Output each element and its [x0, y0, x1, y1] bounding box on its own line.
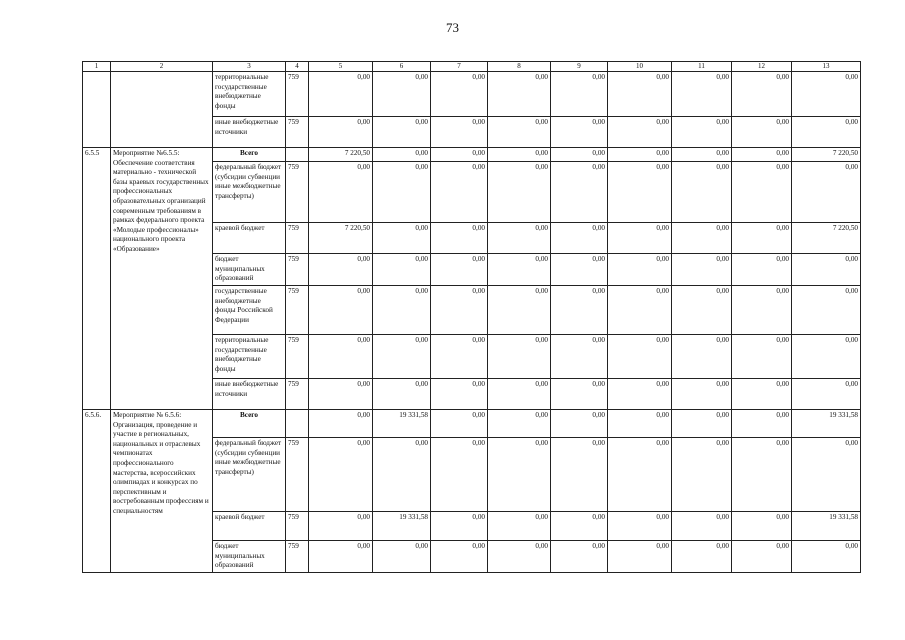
- amount-cell: 0,00: [608, 254, 672, 286]
- budget-code: 759: [286, 379, 309, 410]
- event-code: 6.5.5: [83, 148, 111, 410]
- amount-cell: 0,00: [309, 410, 373, 438]
- amount-cell: 0,00: [608, 117, 672, 148]
- amount-cell: 0,00: [732, 286, 792, 335]
- amount-cell: 0,00: [608, 148, 672, 162]
- amount-cell: 0,00: [608, 410, 672, 438]
- amount-cell: 0,00: [792, 335, 861, 379]
- event-cell: [111, 72, 213, 148]
- amount-cell: 0,00: [672, 254, 732, 286]
- amount-cell: 0,00: [551, 286, 608, 335]
- budget-code: 759: [286, 254, 309, 286]
- amount-cell: 0,00: [672, 541, 732, 573]
- amount-cell: 0,00: [431, 162, 488, 223]
- amount-cell: 0,00: [732, 148, 792, 162]
- amount-cell: 0,00: [488, 335, 551, 379]
- header-cell: 11: [672, 62, 732, 72]
- table-row: [83, 72, 861, 117]
- amount-cell: 0,00: [732, 162, 792, 223]
- budget-code: [286, 148, 309, 162]
- header-cell: 6: [373, 62, 431, 72]
- funding-source: бюджет муниципальных образований: [213, 541, 286, 573]
- amount-cell: 0,00: [732, 541, 792, 573]
- amount-cell: 0,00: [792, 286, 861, 335]
- amount-cell: 0,00: [488, 541, 551, 573]
- amount-cell: 0,00: [792, 72, 861, 117]
- amount-cell: 0,00: [488, 254, 551, 286]
- amount-cell: 19 331,58: [792, 512, 861, 541]
- header-cell: 1: [83, 62, 111, 72]
- amount-cell: 0,00: [732, 72, 792, 117]
- amount-cell: 19 331,58: [373, 410, 431, 438]
- amount-cell: 0,00: [732, 223, 792, 254]
- amount-cell: 0,00: [672, 335, 732, 379]
- amount-cell: 0,00: [732, 254, 792, 286]
- amount-cell: 0,00: [309, 541, 373, 573]
- amount-cell: 0,00: [672, 286, 732, 335]
- funding-source: Всего: [213, 148, 286, 162]
- header-cell: 10: [608, 62, 672, 72]
- amount-cell: 0,00: [732, 410, 792, 438]
- amount-cell: 0,00: [488, 223, 551, 254]
- header-cell: 5: [309, 62, 373, 72]
- amount-cell: 0,00: [431, 148, 488, 162]
- amount-cell: 0,00: [488, 117, 551, 148]
- amount-cell: 0,00: [551, 162, 608, 223]
- amount-cell: 0,00: [309, 335, 373, 379]
- header-cell: 9: [551, 62, 608, 72]
- amount-cell: 0,00: [373, 438, 431, 512]
- header-cell: 3: [213, 62, 286, 72]
- amount-cell: 7 220,50: [792, 148, 861, 162]
- event-code: 6.5.6.: [83, 410, 111, 573]
- amount-cell: 0,00: [672, 162, 732, 223]
- amount-cell: 7 220,50: [309, 148, 373, 162]
- amount-cell: 0,00: [488, 72, 551, 117]
- amount-cell: 0,00: [551, 223, 608, 254]
- amount-cell: 0,00: [551, 438, 608, 512]
- header-cell: 2: [111, 62, 213, 72]
- amount-cell: 0,00: [608, 541, 672, 573]
- amount-cell: 0,00: [431, 223, 488, 254]
- budget-code: 759: [286, 117, 309, 148]
- budget-code: 759: [286, 541, 309, 573]
- amount-cell: 0,00: [309, 379, 373, 410]
- amount-cell: 19 331,58: [373, 512, 431, 541]
- amount-cell: 0,00: [309, 512, 373, 541]
- table-row: [83, 148, 861, 162]
- funding-source: краевой бюджет: [213, 512, 286, 541]
- amount-cell: 0,00: [431, 379, 488, 410]
- amount-cell: 0,00: [792, 117, 861, 148]
- amount-cell: 0,00: [551, 410, 608, 438]
- header-cell: 4: [286, 62, 309, 72]
- amount-cell: 0,00: [792, 379, 861, 410]
- funding-source: Всего: [213, 410, 286, 438]
- amount-cell: 0,00: [672, 438, 732, 512]
- budget-table: [82, 61, 861, 573]
- amount-cell: 0,00: [608, 379, 672, 410]
- amount-cell: 0,00: [551, 254, 608, 286]
- amount-cell: 0,00: [309, 72, 373, 117]
- amount-cell: 0,00: [608, 223, 672, 254]
- funding-source: иные внебюджетные источники: [213, 117, 286, 148]
- funding-source: бюджет муниципальных образований: [213, 254, 286, 286]
- amount-cell: 19 331,58: [792, 410, 861, 438]
- budget-code: 759: [286, 512, 309, 541]
- amount-cell: 0,00: [431, 438, 488, 512]
- table-row: [83, 410, 861, 438]
- header-cell: 8: [488, 62, 551, 72]
- amount-cell: 0,00: [431, 410, 488, 438]
- amount-cell: 0,00: [732, 335, 792, 379]
- amount-cell: 0,00: [551, 148, 608, 162]
- funding-source: федеральный бюджет (субсидии субвенции иные межбюджетные трансферты): [213, 162, 286, 223]
- amount-cell: 0,00: [732, 512, 792, 541]
- code-cell: [83, 72, 111, 148]
- amount-cell: 0,00: [672, 512, 732, 541]
- header-cell: 12: [732, 62, 792, 72]
- amount-cell: 0,00: [792, 162, 861, 223]
- amount-cell: 0,00: [488, 379, 551, 410]
- amount-cell: 0,00: [608, 335, 672, 379]
- amount-cell: 0,00: [608, 438, 672, 512]
- amount-cell: 0,00: [608, 162, 672, 223]
- amount-cell: 0,00: [608, 286, 672, 335]
- amount-cell: 0,00: [551, 72, 608, 117]
- amount-cell: 0,00: [309, 286, 373, 335]
- funding-source: территориальные государственные внебюджетные фонды: [213, 335, 286, 379]
- amount-cell: 0,00: [672, 72, 732, 117]
- page-number: 73: [446, 20, 459, 35]
- amount-cell: 0,00: [431, 72, 488, 117]
- header-cell: 7: [431, 62, 488, 72]
- budget-code: 759: [286, 335, 309, 379]
- header-cell: 13: [792, 62, 861, 72]
- amount-cell: 0,00: [551, 335, 608, 379]
- funding-source: краевой бюджет: [213, 223, 286, 254]
- amount-cell: 0,00: [551, 117, 608, 148]
- funding-source: территориальные государственные внебюджетные фонды: [213, 72, 286, 117]
- header-row: [83, 62, 861, 72]
- amount-cell: 0,00: [373, 117, 431, 148]
- amount-cell: 0,00: [488, 410, 551, 438]
- amount-cell: 0,00: [672, 379, 732, 410]
- funding-source: государственные внебюджетные фонды Российской Федерации: [213, 286, 286, 335]
- amount-cell: 7 220,50: [309, 223, 373, 254]
- amount-cell: 0,00: [488, 438, 551, 512]
- budget-code: 759: [286, 72, 309, 117]
- amount-cell: 0,00: [792, 254, 861, 286]
- amount-cell: 0,00: [373, 162, 431, 223]
- event-description: Мероприятие №6.5.5: Обеспечение соответствия материально - технической базы краевых государственных профессиональных образовательных организаций современным требованиям в рамках федерального проекта «Молодые профессионалы» национального проекта «Образование»: [111, 148, 213, 410]
- event-description: Мероприятие № 6.5.6: Организация, проведение и участие в региональных, национальных и отраслевых чемпионатах профессионального мастерства, всероссийских олимпиадах и конкурсах по перспективным и востребованным профессиям и специальностям: [111, 410, 213, 573]
- amount-cell: 0,00: [431, 541, 488, 573]
- amount-cell: 0,00: [373, 223, 431, 254]
- amount-cell: 0,00: [309, 254, 373, 286]
- amount-cell: 0,00: [551, 512, 608, 541]
- amount-cell: 0,00: [792, 438, 861, 512]
- amount-cell: 0,00: [551, 379, 608, 410]
- amount-cell: 0,00: [792, 541, 861, 573]
- amount-cell: 0,00: [608, 512, 672, 541]
- amount-cell: 0,00: [732, 117, 792, 148]
- amount-cell: 0,00: [431, 335, 488, 379]
- amount-cell: 7 220,50: [792, 223, 861, 254]
- amount-cell: 0,00: [373, 254, 431, 286]
- amount-cell: 0,00: [373, 379, 431, 410]
- budget-code: 759: [286, 162, 309, 223]
- funding-source: иные внебюджетные источники: [213, 379, 286, 410]
- budget-code: 759: [286, 223, 309, 254]
- amount-cell: 0,00: [431, 254, 488, 286]
- amount-cell: 0,00: [373, 335, 431, 379]
- amount-cell: 0,00: [309, 162, 373, 223]
- amount-cell: 0,00: [608, 72, 672, 117]
- funding-source: федеральный бюджет (субсидии субвенции иные межбюджетные трансферты): [213, 438, 286, 512]
- budget-code: [286, 410, 309, 438]
- amount-cell: 0,00: [373, 148, 431, 162]
- amount-cell: 0,00: [732, 438, 792, 512]
- amount-cell: 0,00: [672, 148, 732, 162]
- amount-cell: 0,00: [488, 148, 551, 162]
- amount-cell: 0,00: [551, 541, 608, 573]
- amount-cell: 0,00: [373, 286, 431, 335]
- amount-cell: 0,00: [732, 379, 792, 410]
- amount-cell: 0,00: [488, 286, 551, 335]
- amount-cell: 0,00: [309, 438, 373, 512]
- amount-cell: 0,00: [373, 72, 431, 117]
- amount-cell: 0,00: [309, 117, 373, 148]
- amount-cell: 0,00: [373, 541, 431, 573]
- amount-cell: 0,00: [431, 512, 488, 541]
- amount-cell: 0,00: [672, 117, 732, 148]
- amount-cell: 0,00: [672, 410, 732, 438]
- amount-cell: 0,00: [488, 512, 551, 541]
- amount-cell: 0,00: [431, 286, 488, 335]
- budget-code: 759: [286, 286, 309, 335]
- amount-cell: 0,00: [431, 117, 488, 148]
- amount-cell: 0,00: [672, 223, 732, 254]
- amount-cell: 0,00: [488, 162, 551, 223]
- budget-code: 759: [286, 438, 309, 512]
